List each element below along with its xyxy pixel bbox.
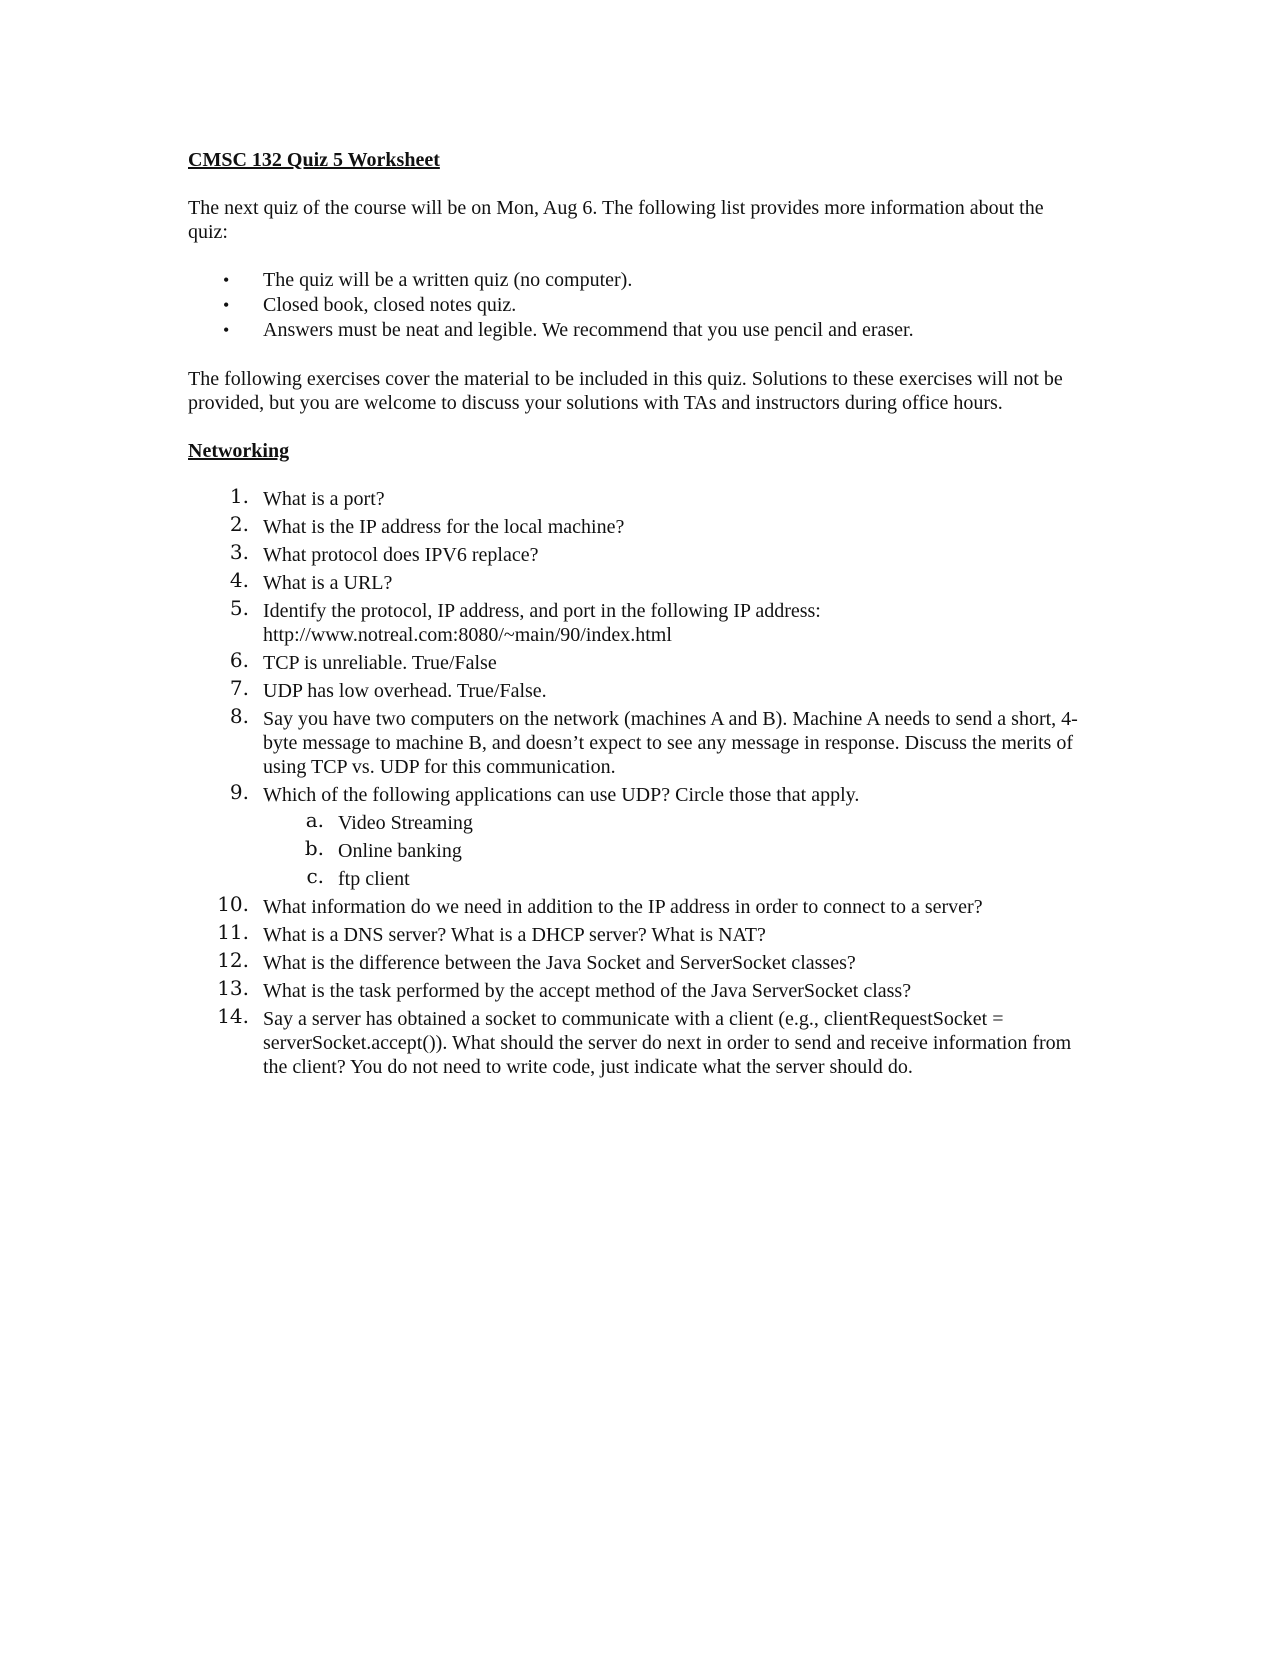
list-item xyxy=(188,293,1088,318)
list-item xyxy=(188,318,1088,343)
intro-paragraph: The next quiz of the course will be on Mon, Aug 6. The following list provides more information about the quiz: xyxy=(188,197,1044,243)
question-item xyxy=(188,568,1088,595)
question-item xyxy=(188,540,1088,567)
question-item xyxy=(188,948,1088,975)
question-item xyxy=(188,780,1088,891)
question-number: 12. xyxy=(217,948,249,972)
question-text: UDP has low overhead. True/False. xyxy=(263,680,547,702)
quiz-info-list xyxy=(188,268,1088,343)
page-title: CMSC 132 Quiz 5 Worksheet xyxy=(188,149,440,171)
question-number: 3. xyxy=(229,540,249,564)
question-text: Say you have two computers on the network (machines A and B). Machine A needs to send a short, 4-byte message to machine B, and doesn’t expect to see any message in response. Discuss the merits of using TCP vs. UDP for this communication. xyxy=(263,708,1078,778)
question-text: TCP is unreliable. True/False xyxy=(263,652,497,674)
bullet-icon: • xyxy=(223,295,230,315)
worksheet-page xyxy=(188,148,1088,1083)
question-text: What is a DNS server? What is a DHCP server? What is NAT? xyxy=(263,924,766,946)
question-text: What is a port? xyxy=(263,488,385,510)
option-text: Video Streaming xyxy=(338,812,473,834)
question-text: What is the difference between the Java Socket and ServerSocket classes? xyxy=(263,952,856,974)
question-text: Say a server has obtained a socket to communicate with a client (e.g., clientRequestSocket = serverSocket.accept()). What should the server do next in order to send and receive information from the client? You do not need to write code, just indicate what the server should do. xyxy=(263,1008,1072,1078)
question-number: 10. xyxy=(217,892,249,916)
question-list xyxy=(188,484,1088,1079)
question-text: Which of the following applications can use UDP? Circle those that apply. xyxy=(263,784,860,806)
question-number: 7. xyxy=(229,676,249,700)
question-item xyxy=(188,892,1088,919)
question-number: 1. xyxy=(229,484,249,508)
question-number: 13. xyxy=(217,976,249,1000)
section-heading: Networking xyxy=(188,440,290,462)
option-item xyxy=(263,864,1088,891)
question-item xyxy=(188,596,1088,647)
question-text: What is the task performed by the accept method of the Java ServerSocket class? xyxy=(263,980,912,1002)
question-item xyxy=(188,976,1088,1003)
question-item xyxy=(188,704,1088,779)
question-text: What is the IP address for the local machine? xyxy=(263,516,625,538)
option-letter: b. xyxy=(304,836,324,860)
bullet-icon: • xyxy=(223,270,230,290)
question-number: 6. xyxy=(229,648,249,672)
question-item xyxy=(188,920,1088,947)
question-number: 14. xyxy=(217,1004,249,1028)
question-item xyxy=(188,676,1088,703)
question-number: 2. xyxy=(229,512,249,536)
question-number: 9. xyxy=(229,780,249,804)
option-letter: c. xyxy=(306,864,324,888)
option-item xyxy=(263,808,1088,835)
question-item xyxy=(188,484,1088,511)
question-text: What information do we need in addition to the IP address in order to connect to a server? xyxy=(263,896,983,918)
question-number: 11. xyxy=(217,920,249,944)
example-url: http://www.notreal.com:8080/~main/90/index.html xyxy=(263,624,672,646)
bullet-icon: • xyxy=(223,320,230,340)
option-letter: a. xyxy=(305,808,324,832)
question-item xyxy=(188,512,1088,539)
option-item xyxy=(263,836,1088,863)
bullet-text: The quiz will be a written quiz (no computer). xyxy=(263,269,633,291)
question-item xyxy=(188,1004,1088,1079)
bullet-text: Closed book, closed notes quiz. xyxy=(263,294,517,316)
option-list xyxy=(263,808,1088,891)
option-text: ftp client xyxy=(338,868,410,890)
question-number: 5. xyxy=(229,596,249,620)
question-text: What protocol does IPV6 replace? xyxy=(263,544,539,566)
exercises-note: The following exercises cover the material to be included in this quiz. Solutions to these exercises will not be provided, but you are welcome to discuss your solutions with TAs and instructors during office hours. xyxy=(188,368,1063,414)
list-item xyxy=(188,268,1088,293)
question-number: 8. xyxy=(229,704,249,728)
option-text: Online banking xyxy=(338,840,462,862)
question-text: What is a URL? xyxy=(263,572,393,594)
question-number: 4. xyxy=(229,568,249,592)
question-text: Identify the protocol, IP address, and port in the following IP address: xyxy=(263,600,821,622)
question-item xyxy=(188,648,1088,675)
bullet-text: Answers must be neat and legible. We recommend that you use pencil and eraser. xyxy=(263,319,914,341)
